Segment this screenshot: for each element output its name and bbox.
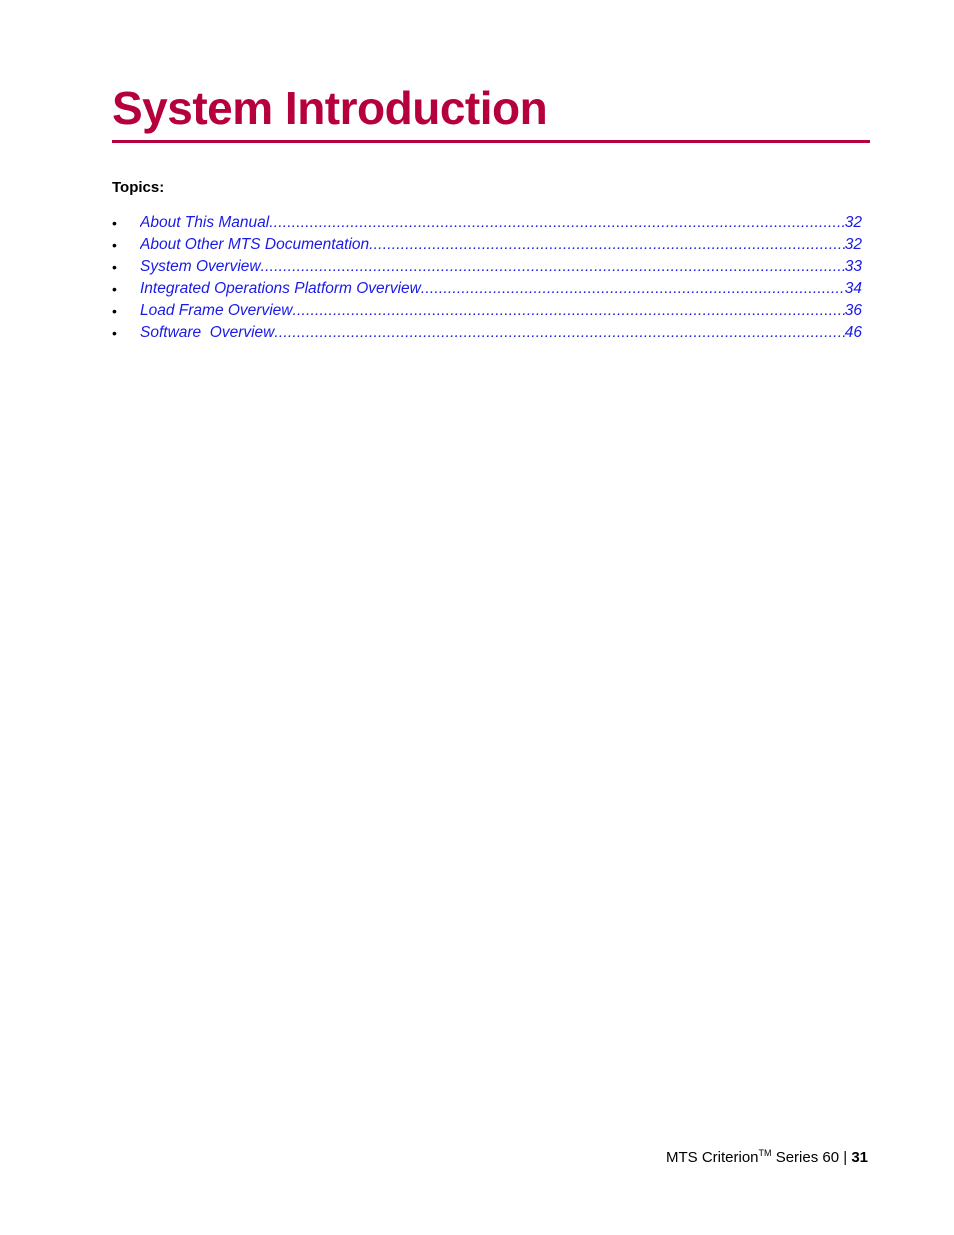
trademark-mark: TM	[758, 1148, 772, 1158]
topics-list	[112, 212, 862, 344]
list-item	[112, 322, 862, 344]
toc-link-text: Software Overview	[140, 324, 275, 341]
list-item	[112, 278, 862, 300]
toc-page-number: 36	[844, 302, 862, 319]
dot-leader	[369, 234, 845, 256]
bullet: •	[112, 281, 117, 297]
footer-page-number: 31	[851, 1149, 868, 1166]
toc-link-text: Load Frame Overview	[140, 302, 293, 319]
dot-leader	[274, 322, 844, 344]
toc-link-about-this-manual[interactable]	[140, 212, 862, 234]
list-item	[112, 300, 862, 322]
toc-link-text: About Other MTS Documentation	[140, 236, 370, 253]
list-item	[112, 212, 862, 234]
chapter-title: System Introduction	[112, 82, 548, 134]
list-item	[112, 256, 862, 278]
list-item	[112, 234, 862, 256]
bullet: •	[112, 259, 117, 275]
footer-series: Series 60	[775, 1149, 840, 1166]
bullet: •	[112, 325, 117, 341]
page-footer	[666, 1148, 868, 1168]
toc-link-software-overview[interactable]	[140, 322, 862, 344]
dot-leader	[292, 300, 844, 322]
toc-link-load-frame-overview[interactable]	[140, 300, 862, 322]
toc-page-number: 33	[844, 258, 862, 275]
bullet: •	[112, 215, 117, 231]
title-rule	[112, 140, 870, 143]
toc-link-text: About This Manual	[140, 214, 270, 231]
bullet: •	[112, 237, 117, 253]
toc-page-number: 34	[844, 280, 862, 297]
toc-link-integrated-operations-platform-overview[interactable]	[140, 278, 862, 300]
dot-leader	[421, 278, 845, 300]
dot-leader	[269, 212, 845, 234]
toc-page-number: 32	[844, 236, 862, 253]
toc-page-number: 32	[844, 214, 862, 231]
toc-link-about-other-mts-documentation[interactable]	[140, 234, 862, 256]
footer-product-name: MTS Criterion	[666, 1149, 759, 1166]
toc-link-system-overview[interactable]	[140, 256, 862, 278]
toc-page-number: 46	[844, 324, 862, 341]
topics-label: Topics:	[112, 179, 165, 196]
toc-link-text: Integrated Operations Platform Overview	[140, 280, 421, 297]
dot-leader	[261, 256, 845, 278]
toc-link-text: System Overview	[140, 258, 261, 275]
footer-separator: |	[843, 1149, 848, 1166]
bullet: •	[112, 303, 117, 319]
